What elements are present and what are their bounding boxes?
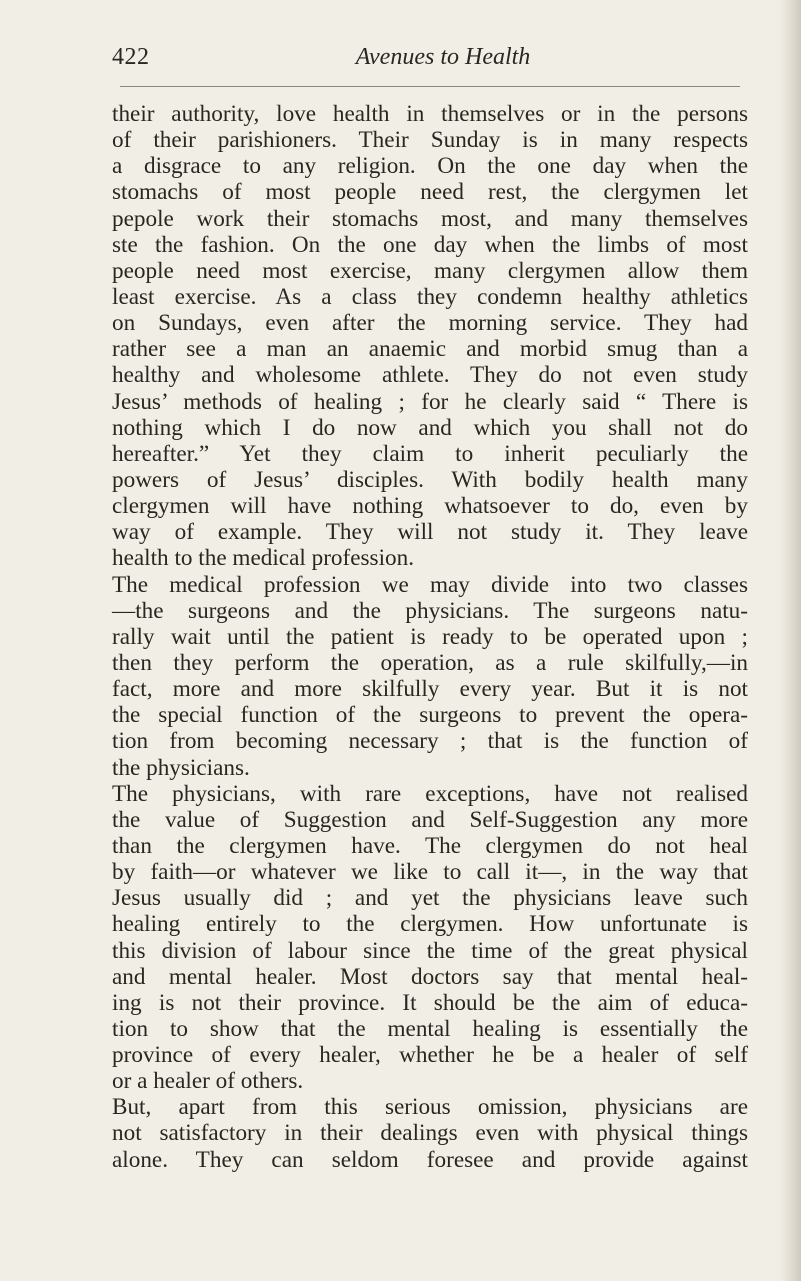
text-line: Jesus’ methods of healing ; for he clearly said “ There is bbox=[112, 388, 748, 415]
text-line: healthy and wholesome athlete. They do not even study bbox=[112, 362, 748, 389]
text-line: Jesus usually did ; and yet the physicians leave such bbox=[112, 885, 748, 912]
text-line: clergymen will have nothing whatsoever to do, even by bbox=[112, 493, 748, 520]
page-header bbox=[112, 44, 744, 78]
text-line: fact, more and more skilfully every year. But it is not bbox=[112, 676, 748, 703]
text-line: a disgrace to any religion. On the one day when the bbox=[112, 153, 748, 180]
page-edge-shadow bbox=[779, 0, 801, 1281]
text-line: tion from becoming necessary ; that is the function of bbox=[112, 728, 748, 755]
paragraph-end-line: the physicians. bbox=[112, 754, 250, 781]
text-line: than the clergymen have. The clergymen do not heal bbox=[112, 832, 748, 859]
header-rule bbox=[120, 86, 740, 87]
text-line: on Sundays, even after the morning service. They had bbox=[112, 310, 748, 337]
text-line: people need most exercise, many clergymen allow them bbox=[112, 257, 748, 284]
paragraph-end-line: health to the medical profession. bbox=[112, 545, 414, 572]
text-line: the value of Suggestion and Self-Suggestion any more bbox=[112, 806, 748, 833]
text-line: —the surgeons and the physicians. The surgeons natu- bbox=[112, 597, 748, 624]
text-line: the special function of the surgeons to prevent the opera- bbox=[112, 702, 748, 729]
paragraph-start-line: But, apart from this serious omission, physicians are bbox=[112, 1094, 748, 1121]
text-line: pepole work their stomachs most, and many themselves bbox=[112, 205, 748, 232]
text-line: nothing which I do now and which you shall not do bbox=[112, 414, 748, 441]
text-line: tion to show that the mental healing is essentially the bbox=[112, 1015, 748, 1042]
text-line: province of every healer, whether he be a healer of self bbox=[112, 1042, 748, 1069]
text-line: hereafter.” Yet they claim to inherit peculiarly the bbox=[112, 440, 748, 467]
text-line: rally wait until the patient is ready to be operated upon ; bbox=[112, 623, 748, 650]
text-line: stomachs of most people need rest, the clergymen let bbox=[112, 179, 748, 206]
text-line: their authority, love health in themselves or in the persons bbox=[112, 101, 748, 127]
text-line: and mental healer. Most doctors say that mental heal- bbox=[112, 963, 748, 990]
text-line: rather see a man an anaemic and morbid smug than a bbox=[112, 336, 748, 363]
text-line: then they perform the operation, as a rule skilfully,—in bbox=[112, 649, 748, 676]
text-line: way of example. They will not study it. They leave bbox=[112, 519, 748, 546]
text-line: least exercise. As a class they condemn healthy athletics bbox=[112, 283, 748, 310]
text-line: ste the fashion. On the one day when the limbs of most bbox=[112, 231, 748, 258]
paragraph-start-line: The medical profession we may divide into two classes bbox=[112, 571, 748, 598]
text-line: this division of labour since the time of the great physical bbox=[112, 937, 748, 964]
paragraph-start-line: The physicians, with rare exceptions, have not realised bbox=[112, 780, 748, 807]
text-line: of their parishioners. Their Sunday is in many respects bbox=[112, 127, 748, 154]
text-line: alone. They can seldom foresee and provide against bbox=[112, 1146, 748, 1173]
body-text bbox=[112, 101, 748, 1173]
running-title: Avenues to Health bbox=[355, 44, 531, 70]
text-line: powers of Jesus’ disciples. With bodily health many bbox=[112, 466, 748, 493]
paragraph-end-line: or a healer of others. bbox=[112, 1068, 304, 1095]
text-line: by faith—or whatever we like to call it—, in the way that bbox=[112, 859, 748, 886]
page-number: 422 bbox=[112, 44, 150, 70]
text-line: not satisfactory in their dealings even with physical things bbox=[112, 1120, 748, 1147]
text-line: healing entirely to the clergymen. How unfortunate is bbox=[112, 911, 748, 938]
text-line: ing is not their province. It should be the aim of educa- bbox=[112, 989, 748, 1016]
